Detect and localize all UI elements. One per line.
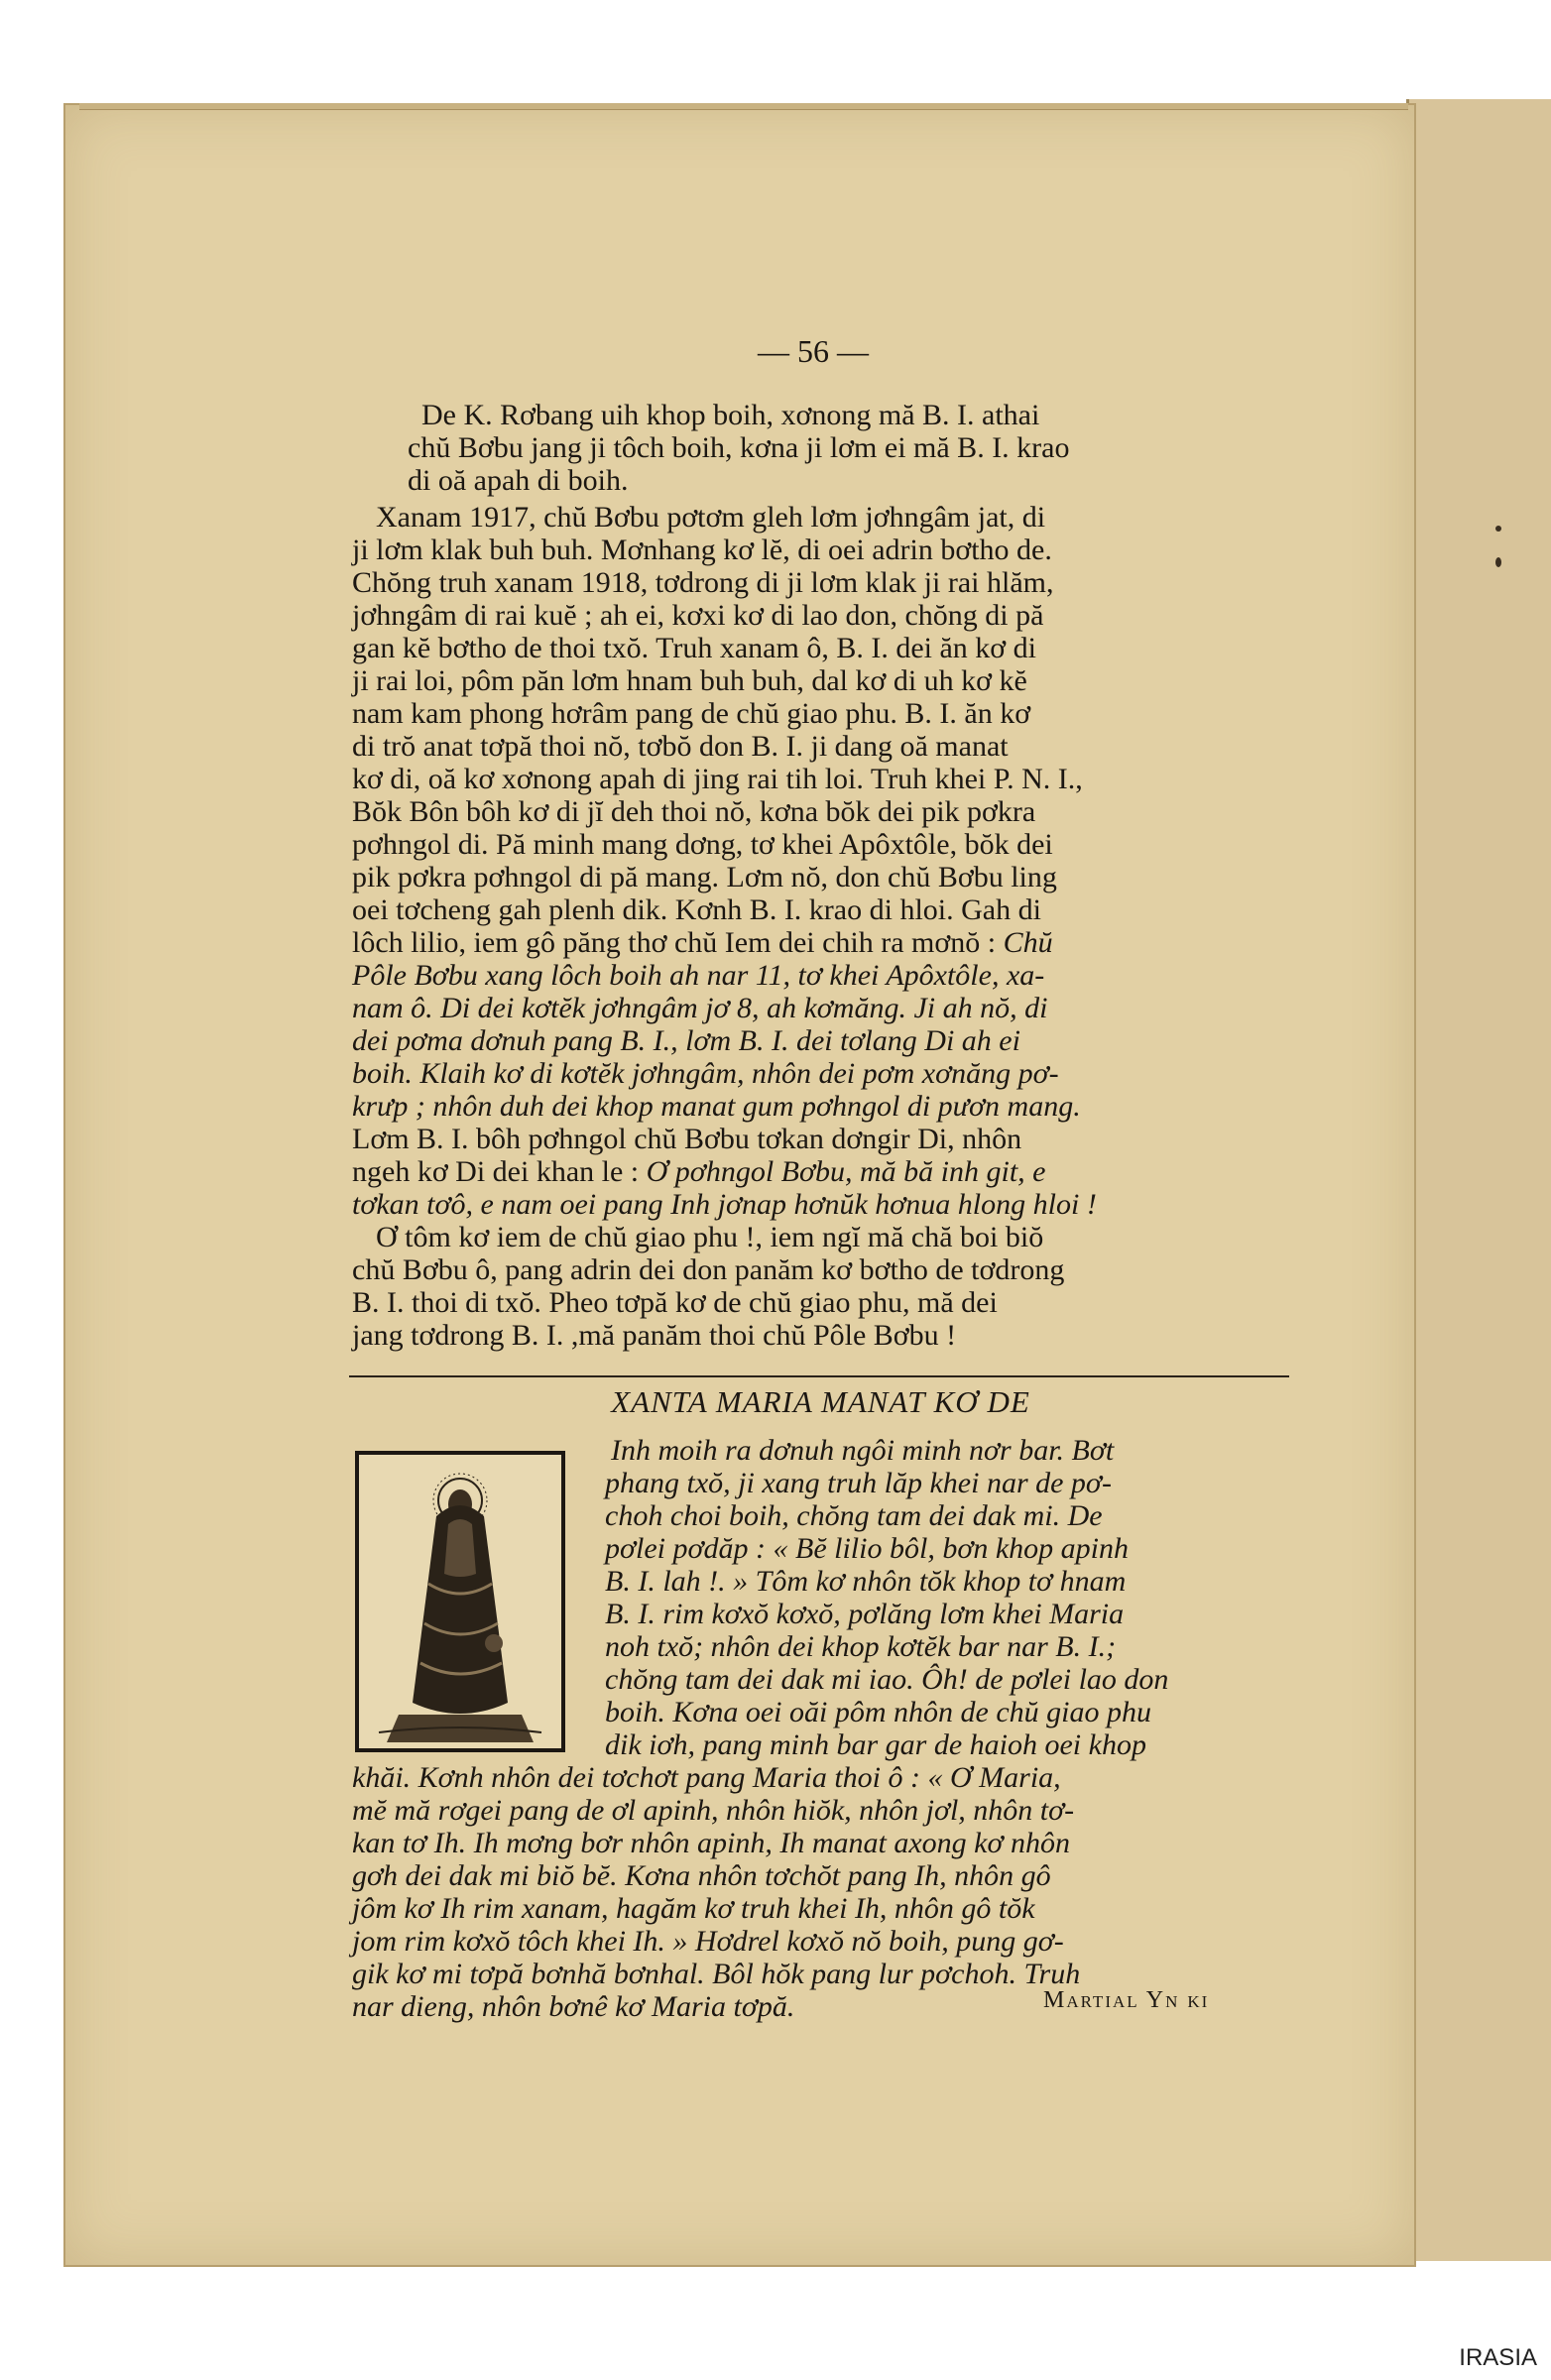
story-line: B. I. lah !. » Tôm kơ nhôn tŏk khop tơ hnam <box>605 1565 1127 1598</box>
madonna-engraving <box>355 1451 565 1752</box>
closing-line: B. I. thoi di txŏ. Pheo tơpă kơ de chŭ giao phu, mă dei <box>352 1286 998 1319</box>
body-line: nam kam phong hơrâm pang de chŭ giao phu. B. I. ăn kơ <box>352 697 1031 730</box>
quote-line: krưp ; nhôn duh dei khop manat gum pơhngol di pươn mang. <box>352 1090 1081 1123</box>
after-quote-text: ngeh kơ Di dei khan le : <box>352 1155 640 1188</box>
story-line: jom rim kơxŏ tôch khei Ih. » Hơdrel kơxŏ nŏ boih, pung gơ- <box>352 1925 1064 1958</box>
story-line: dik iơh, pang minh bar gar de haioh oei khop <box>605 1728 1146 1761</box>
story-line: choh choi boih, chŏng tam dei dak mi. De <box>605 1499 1103 1532</box>
closing-line: Ơ tôm kơ iem de chŭ giao phu !, iem ngĭ mă chă boi biŏ <box>376 1221 1044 1253</box>
section-title: XANTA MARIA MANAT KƠ DE <box>611 1384 1030 1419</box>
story-line: pơlei pơdăp : « Bĕ lilio bôl, bơn khop apinh <box>605 1532 1129 1565</box>
story-line: mĕ mă rơgei pang de ơl apinh, nhôn hiŏk, nhôn jơl, nhôn tơ- <box>352 1794 1075 1827</box>
body-line: gan kĕ bơtho de thoi txŏ. Truh xanam ô, B. I. dei ăn kơ di <box>352 632 1036 664</box>
quote-lead: Chŭ <box>1003 926 1053 959</box>
story-full-width <box>352 1761 1289 2023</box>
body-line-text: lôch lilio, iem gô păng thơ chŭ Iem dei chih ra mơnŏ : <box>352 926 997 959</box>
intro-line: di oă apah di boih. <box>408 464 629 497</box>
story-line: khăi. Kơnh nhôn dei tơchơt pang Maria thoi ô : « Ơ Maria, <box>352 1761 1061 1794</box>
after-quote-line <box>352 1155 1289 1188</box>
body-line: Xanam 1917, chŭ Bơbu pơtơm gleh lơm jơhngâm jat, di <box>376 501 1046 534</box>
watermark: IRASIA <box>1459 2344 1537 2371</box>
section-divider <box>349 1375 1289 1377</box>
story-line: kan tơ Ih. Ih mơng bơr nhôn apinh, Ih manat axong kơ nhôn <box>352 1827 1070 1859</box>
after-quote-line: Lơm B. I. bôh pơhngol chŭ Bơbu tơkan dơngir Di, nhôn <box>352 1123 1022 1155</box>
page-top-edge <box>79 103 1408 110</box>
story-line: Inh moih ra dơnuh ngôi minh nơr bar. Bơt <box>611 1434 1115 1467</box>
prayer-continuation: tơkan tơô, e nam oei pang Inh jơnap hơnŭk hơnua hlong hloi ! <box>352 1188 1097 1221</box>
story-line: chŏng tam dei dak mi iao. Ôh! de pơlei lao don <box>605 1663 1169 1696</box>
intro-line: De K. Rơbang uih khop boih, xơnong mă B. I. athai <box>421 399 1040 431</box>
back-page-edge <box>1406 99 1551 2261</box>
closing-line: chŭ Bơbu ô, pang adrin dei don panăm kơ bơtho de tơdrong <box>352 1253 1065 1286</box>
story-side-column <box>605 1434 1289 1761</box>
body-line: di trŏ anat tơpă thoi nŏ, tơbŏ don B. I. ji dang oă manat <box>352 730 1009 763</box>
body-line: oei tơcheng gah plenh dik. Kơnh B. I. krao di hloi. Gah di <box>352 893 1041 926</box>
story-line: nar dieng, nhôn bơnê kơ Maria tơpă. <box>352 1990 795 2023</box>
story-line: noh txŏ; nhôn dei khop kơtĕk bar nar B. I.; <box>605 1630 1117 1663</box>
body-line <box>352 926 1289 959</box>
body-line: Chŏng truh xanam 1918, tơdrong di ji lơm klak ji rai hlăm, <box>352 566 1054 599</box>
story-line: jôm kơ Ih rim xanam, hagăm kơ truh khei Ih, nhôn gô tŏk <box>352 1892 1035 1925</box>
intro-paragraph <box>352 399 1289 1352</box>
story-line: phang txŏ, ji xang truh lăp khei nar de pơ- <box>605 1467 1112 1499</box>
body-line: ji lơm klak buh buh. Mơnhang kơ lĕ, di oei adrin bơtho de. <box>352 534 1052 566</box>
speck <box>1495 526 1501 532</box>
madonna-figure-icon <box>359 1455 561 1748</box>
story-line: gik kơ mi tơpă bơnhă bơnhal. Bôl hŏk pang lur pơchoh. Truh <box>352 1958 1081 1990</box>
speck <box>1495 557 1501 567</box>
prayer-text: Ơ pơhngol Bơbu, mă bă inh git, e <box>646 1155 1046 1188</box>
body-line: pik pơkra pơhngol di pă mang. Lơm nŏ, don chŭ Bơbu ling <box>352 861 1057 893</box>
body-line: Bŏk Bôn bôh kơ di jĭ deh thoi nŏ, kơna bŏk dei pik pơkra <box>352 795 1036 828</box>
story-line: boih. Kơna oei oăi pôm nhôn de chŭ giao phu <box>605 1696 1151 1728</box>
intro-line: chŭ Bơbu jang ji tôch boih, kơna ji lơm ei mă B. I. krao <box>408 431 1070 464</box>
quote-line: Pôle Bơbu xang lôch boih ah nar 11, tơ khei Apôxtôle, xa- <box>352 959 1045 992</box>
story-line: B. I. rim kơxŏ kơxŏ, pơlăng lơm khei Maria <box>605 1598 1125 1630</box>
story-line: gơh dei dak mi biŏ bĕ. Kơna nhôn tơchŏt pang Ih, nhôn gô <box>352 1859 1051 1892</box>
quote-line: boih. Klaih kơ di kơtĕk jơhngâm, nhôn dei pơm xơnăng pơ- <box>352 1057 1059 1090</box>
closing-line: jang tơdrong B. I. ,mă panăm thoi chŭ Pôle Bơbu ! <box>352 1319 957 1352</box>
author-signature: Martial Yn ki <box>1043 1987 1210 2013</box>
body-line: pơhngol di. Pă minh mang dơng, tơ khei Apôxtôle, bŏk dei <box>352 828 1053 861</box>
body-line: jơhngâm di rai kuĕ ; ah ei, kơxi kơ di lao don, chŏng di pă <box>352 599 1044 632</box>
body-line: kơ di, oă kơ xơnong apah di jing rai tih loi. Truh khei P. N. I., <box>352 763 1083 795</box>
body-line: ji rai loi, pôm păn lơm hnam buh buh, dal kơ di uh kơ kĕ <box>352 664 1027 697</box>
page-number: — 56 — <box>758 333 869 369</box>
quote-line: nam ô. Di dei kơtĕk jơhngâm jơ 8, ah kơmăng. Ji ah nŏ, di <box>352 992 1048 1024</box>
quote-line: dei pơma dơnuh pang B. I., lơm B. I. dei tơlang Di ah ei <box>352 1024 1020 1057</box>
